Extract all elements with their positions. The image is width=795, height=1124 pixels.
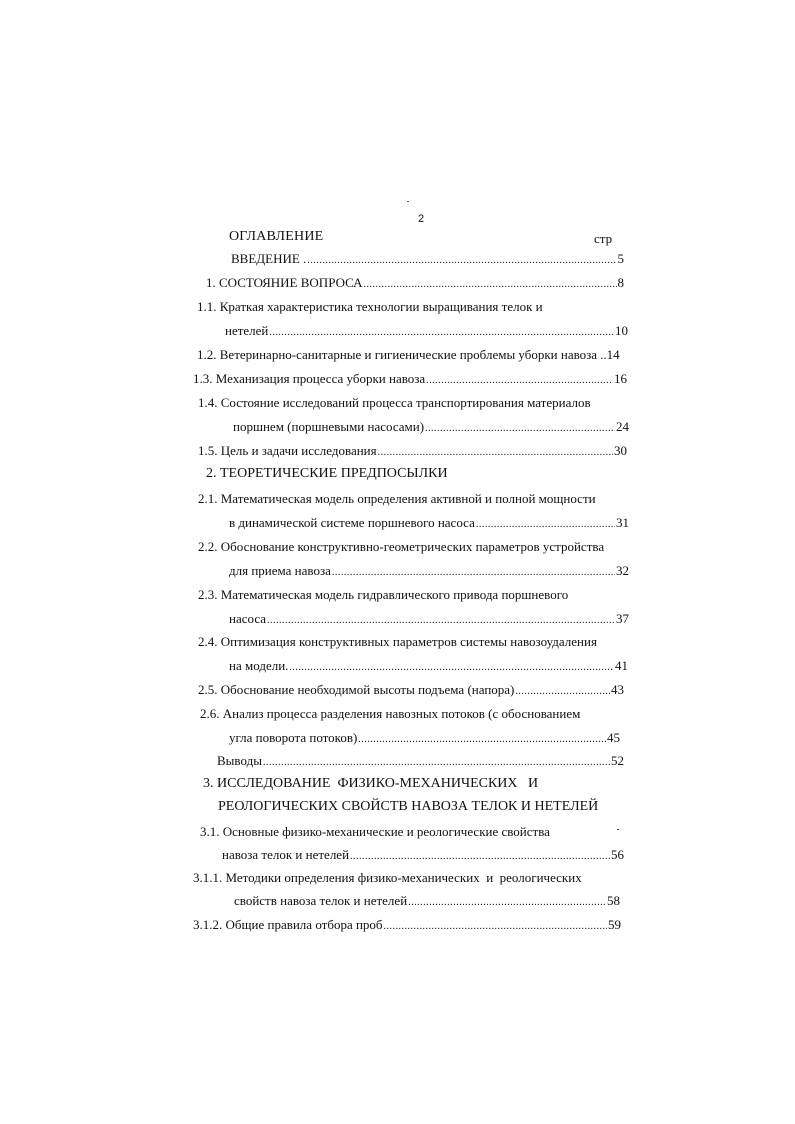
toc-entry-page: 5: [617, 251, 624, 266]
toc-entry-title: в динамической системе поршневого насоса: [229, 515, 475, 530]
toc-entry-title: 3.1. Основные физико-механические и реологические свойства: [200, 824, 550, 839]
toc-entry[interactable]: [197, 299, 543, 315]
leader-dots: [289, 660, 614, 676]
toc-entry-title: 3.1.1. Методики определения физико-механических и реологических: [193, 870, 582, 885]
toc-entry[interactable]: [217, 753, 624, 771]
toc-entry-title: угла поворота потоков): [229, 730, 358, 745]
toc-entry-page: 8: [617, 275, 624, 290]
leader-dots: [263, 755, 610, 771]
toc-entry-page: 24: [616, 419, 629, 434]
toc-entry-title: 2. ТЕОРЕТИЧЕСКИЕ ПРЕДПОСЫЛКИ: [206, 466, 448, 481]
toc-entry-title: 1.5. Цель и задачи исследования: [198, 443, 377, 458]
toc-entry[interactable]: [193, 870, 582, 886]
toc-entry-page: 16: [614, 371, 627, 386]
leader-dots: [426, 373, 613, 389]
leader-dots: [515, 684, 610, 700]
toc-entry-title: 1.3. Механизация процесса уборки навоза: [193, 371, 426, 386]
toc-entry[interactable]: [193, 371, 627, 389]
toc-entry-continuation[interactable]: [225, 323, 628, 341]
toc-entry[interactable]: [198, 634, 597, 650]
toc-entry-title: 1.2. Ветеринарно-санитарные и гигиенические проблемы уборки навоза: [197, 347, 598, 362]
toc-entry-title: поршнем (поршневыми насосами): [233, 419, 425, 434]
toc-entry-title: для приема навоза: [229, 563, 331, 578]
toc-entry-title: 1.1. Краткая характеристика технологии выращивания телок и: [197, 299, 543, 314]
toc-entry-title: 3. ИССЛЕДОВАНИЕ ФИЗИКО-МЕХАНИЧЕСКИХ И: [203, 776, 539, 791]
toc-entry-page: 37: [616, 611, 629, 626]
toc-entry-page: 45: [607, 730, 620, 745]
toc-entry-title: 2.3. Математическая модель гидравлического привода поршневого: [198, 587, 569, 602]
scan-speck: [617, 829, 619, 830]
toc-entry[interactable]: [198, 587, 568, 603]
leader-dots: [384, 919, 607, 935]
toc-entry-page: 58: [607, 893, 620, 908]
toc-entry[interactable]: [198, 539, 604, 555]
toc-entry[interactable]: [206, 466, 448, 482]
toc-entry-page: 32: [616, 563, 629, 578]
toc-entry-continuation[interactable]: [229, 611, 629, 629]
toc-entry-continuation[interactable]: [222, 847, 624, 865]
toc-entry-title: 1. СОСТОЯНИЕ ВОПРОСА: [206, 275, 363, 290]
toc-entry-page: 30: [614, 443, 627, 458]
toc-entry-title: 2.6. Анализ процесса разделения навозных потоков (с обоснованием: [200, 706, 581, 721]
toc-entry-continuation[interactable]: [218, 799, 598, 815]
toc-entry-title: ВВЕДЕНИЕ .: [231, 251, 307, 266]
toc-entry-title: 2.5. Обоснование необходимой высоты подъема (напора): [198, 682, 515, 697]
toc-entry-page: 10: [615, 323, 628, 338]
leader-dots: [476, 517, 615, 533]
toc-entry-continuation[interactable]: [229, 515, 629, 533]
page-number: 2: [418, 213, 425, 225]
page-column-label: стр: [594, 231, 613, 246]
toc-entry-title: 2.1. Математическая модель определения активной и полной мощности: [198, 491, 596, 506]
toc-entry-title: 1.4. Состояние исследований процесса транспортирования материалов: [198, 395, 591, 410]
toc-entry[interactable]: [198, 491, 596, 507]
toc-entry-page: 59: [608, 917, 621, 932]
toc-entry-title: нетелей: [225, 323, 269, 338]
toc-entry-page: 56: [611, 847, 624, 862]
toc-entry-continuation[interactable]: [229, 563, 629, 581]
toc-entry[interactable]: [197, 347, 620, 363]
toc-entry-title: Выводы: [217, 753, 262, 768]
toc-entry[interactable]: [200, 824, 550, 840]
toc-entry-page: 31: [616, 515, 629, 530]
scan-speck: [407, 201, 409, 202]
toc-entry-continuation[interactable]: [234, 893, 620, 911]
leader-dots: [267, 613, 615, 629]
toc-entry-page: 52: [611, 753, 624, 768]
toc-entry-continuation[interactable]: [229, 658, 628, 676]
toc-entry-title: насоса: [229, 611, 267, 626]
leader-dots: [425, 421, 615, 437]
toc-entry[interactable]: [231, 251, 624, 269]
toc-entry[interactable]: [200, 706, 580, 722]
toc-entry[interactable]: [203, 776, 538, 792]
toc-entry-title: 2.2. Обоснование конструктивно-геометрических параметров устройства: [198, 539, 605, 554]
toc-entry[interactable]: [198, 443, 627, 461]
leader-dots: [350, 849, 610, 865]
toc-entry[interactable]: [198, 395, 591, 411]
toc-entry[interactable]: [193, 917, 621, 935]
toc-entry-continuation[interactable]: [229, 730, 620, 748]
toc-entry-title: 3.1.2. Общие правила отбора проб: [193, 917, 383, 932]
toc-title: ОГЛАВЛЕНИЕ: [229, 229, 324, 244]
toc-entry-page: ..14: [600, 347, 620, 362]
toc-entry-page: 41: [615, 658, 628, 673]
leader-dots: [358, 732, 606, 748]
toc-entry-title: свойств навоза телок и нетелей: [234, 893, 408, 908]
leader-dots: [307, 253, 616, 269]
leader-dots: [408, 895, 606, 911]
toc-entry-continuation[interactable]: [233, 419, 629, 437]
toc-entry[interactable]: [206, 275, 624, 293]
toc-entry-title: навоза телок и нетелей: [222, 847, 350, 862]
leader-dots: [332, 565, 615, 581]
leader-dots: [364, 277, 617, 293]
toc-entry-title: на модели.: [229, 658, 289, 673]
toc-entry-title: 2.4. Оптимизация конструктивных параметров системы навозоудаления: [198, 634, 597, 649]
leader-dots: [269, 325, 614, 341]
leader-dots: [378, 445, 613, 461]
toc-entry[interactable]: [198, 682, 624, 700]
toc-entry-page: 43: [611, 682, 624, 697]
toc-entry-title: РЕОЛОГИЧЕСКИХ СВОЙСТВ НАВОЗА ТЕЛОК И НЕТЕЛЕЙ: [218, 799, 599, 814]
